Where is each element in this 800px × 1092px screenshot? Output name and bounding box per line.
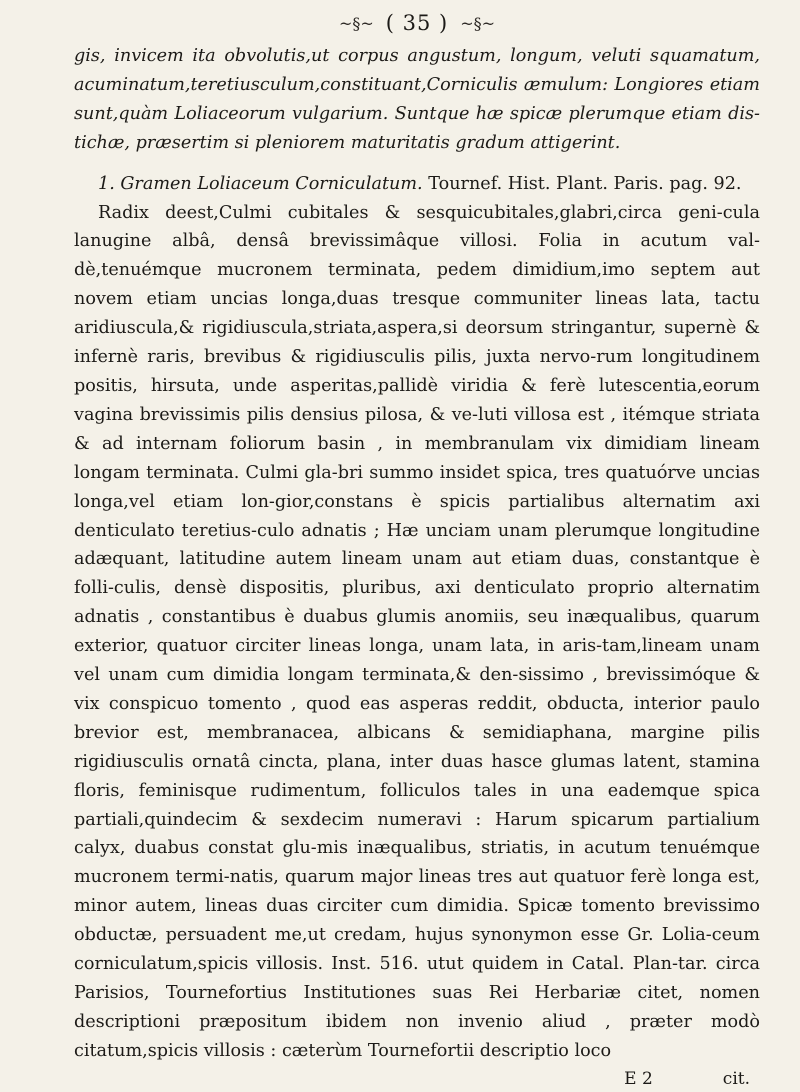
species-heading xyxy=(74,170,760,199)
signature-line xyxy=(74,1066,760,1092)
species-title: 1. Gramen Loliaceum Corniculatum. xyxy=(98,173,423,194)
head-ornament-left: ~§~ xyxy=(338,13,374,33)
species-description: Radix deest,Culmi cubitales & sesquicubitales,glabri,circa geni-cula lanugine albâ, densâ brevissimâque villosi. Folia in acutum val-dè,tenuémque mucronem terminata, pedem dimidium,imo septem aut novem etiam uncias longa,duas tresque communiter lineas lata, tactu aridiuscula,& rigidiuscula,striata,aspera,si deorsum stringantur, supernè & infernè raris, brevibus & rigidiusculis pilis, juxta nervo-rum longitudinem positis, hirsuta, unde asperitas,pallidè viridia & ferè lutescentia,eorum vagina brevissimis pilis densius pilosa, & ve-luti villosa est , itémque striata & ad internam foliorum basin , in membranulam vix dimidiam lineam longam terminata. Culmi gla-bri summo insidet spica, tres quatuórve uncias longa,vel etiam lon-gior,constans è spicis partialibus alternatim axi denticulato teretius-culo adnatis ; Hæ unciam unam plerumque longitudine adæquant, latitudine autem lineam unam aut etiam duas, constantque è folli-culis, densè dispositis, pluribus, axi denticulato proprio alternatim adnatis , constantibus è duabus glumis anomiis, seu inæqualibus, quarum exterior, quatuor circiter lineas longa, unam lata, in aris-tam,lineam unam vel unam cum dimidia longam terminata,& den-sissimo , brevissimóque & vix conspicuo tomento , quod eas asperas reddit, obducta, interior paulo brevior est, membranacea, albicans & semidiaphana, margine pilis rigidiusculis ornatâ cincta, plana, inter duas hasce glumas latent, stamina floris, feminisque rudimentum, folliculos tales in una eademque spica partiali,quindecim & sexdecim numeravi : Harum spicarum partialium calyx, duabus constat glu-mis inæqualibus, striatis, in acutum tenuémque mucronem termi-natis, quarum major lineas tres aut quatuor ferè longa est, minor autem, lineas duas circiter cum dimidia. Spicæ tomento brevissimo obductæ, persuadent me,ut credam, hujus synonymon esse Gr. Lolia-ceum corniculatum,spicis villosis. Inst. 516. utut quidem in Catal. Plan-tar. circa Parisios, Tournefortius Institutiones suas Rei Herbariæ citet, nomen descriptioni præpositum ibidem non invenio aliud , præter modò citatum,spicis villosis : cæterùm Tournefortii descriptio loco xyxy=(74,202,760,1061)
head-ornament-right: ~§~ xyxy=(460,13,496,33)
page-number: ( 35 ) xyxy=(385,11,449,35)
species-reference: Tournef. Hist. Plant. Paris. pag. 92. xyxy=(422,173,742,194)
signature-mark: E 2 xyxy=(624,1068,653,1089)
paragraph-continued: gis, invicem ita obvolutis,ut corpus angustum, longum, veluti squamatum, acuminatum,teretiusculum,constituant,Corniculis æmulum: Longiores etiam sunt,quàm Loliaceorum vulgarium. Suntque hæ spicæ plerumque etiam dis-tichæ, præsertim si pleniorem maturitatis gradum attigerint. xyxy=(74,46,760,153)
running-header xyxy=(74,6,760,40)
body-text xyxy=(74,42,760,1066)
catchword: cit. xyxy=(722,1068,750,1089)
